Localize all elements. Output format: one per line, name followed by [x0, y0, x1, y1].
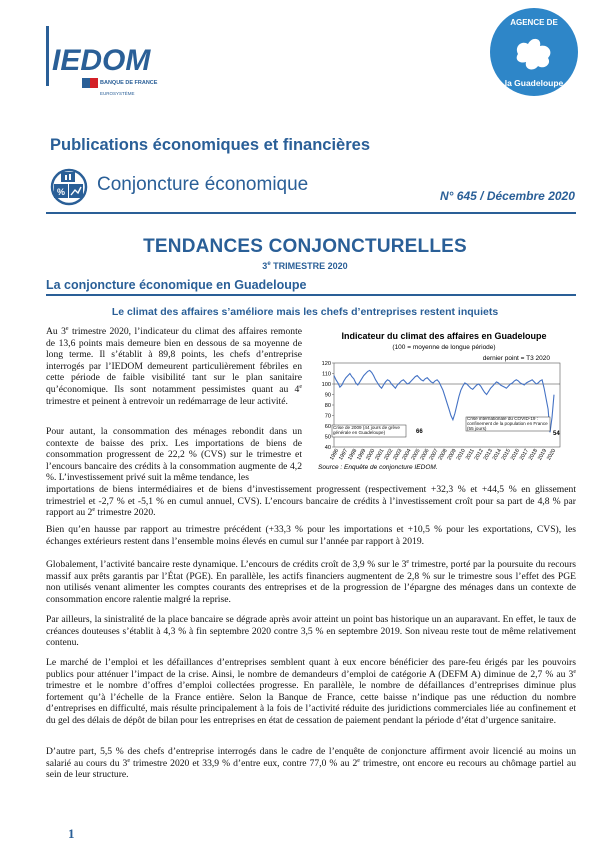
paragraph-3: Bien qu’en hausse par rapport au trimestre précédent (+33,3 % pour les importations et +10,5 % pour les exportations, CVS), les échanges extérieurs restent dans l’ensemble moins élevés en cumul sur l’année par rapport à 2019. — [46, 524, 576, 547]
x-tick-label: 1999 — [356, 448, 368, 462]
chart-subtitle: (100 = moyenne de longue période) — [392, 344, 496, 351]
issue-number: N° 645 / Décembre 2020 — [440, 189, 575, 203]
y-tick-label: 70 — [324, 413, 331, 420]
x-tick-label: 2000 — [365, 448, 377, 462]
annotation-value-covid: 54 — [553, 431, 560, 437]
agency-logo — [488, 6, 580, 98]
agency-top-text: AGENCE DE — [510, 18, 558, 27]
conjoncture-icon — [48, 166, 90, 208]
y-tick-label: 90 — [324, 392, 331, 399]
paragraph-5: Par ailleurs, la sinistralité de la place bancaire se dégrade après avoir atteint un point bas historique un an auparavant. En effet, le taux de créances douteuses s’établit à 4,3 % à fin septembre 2020 contre 3,5 % en septembre 2019. Son niveau reste tout de même relativement contenu. — [46, 614, 576, 649]
series-title: Conjoncture économique — [97, 174, 309, 195]
x-tick-label: 2017 — [518, 448, 531, 462]
paragraph-6: Le marché de l’emploi et les défaillances d’entreprises semblent quant à eux encore bénéficier des pare-feu érigés par les pouvoirs publics pour atténuer l’impact de la crise. Ainsi, le nombre de demandeurs d’emploi de catégorie A (DEFM A) diminue de 2,7 % au 3e trimestre et le nombre d’offres d’emploi collectées progresse. En parallèle, le nombre de défaillances d’entreprises diminue plus fortement qu’à l’échelle de la France entière. Selon la Banque de France, cette baisse n’indique pas une réduction du nombre d’entreprises en difficulté, mais résulte principalement à la fois de l’activité réduite des juridictions commerciales liée au confinement et du gel des délais de dépôt de bilan pour les entreprises en état de cessation de paiement pendant la période d’état d’urgence sanitaire. — [46, 657, 576, 726]
header-rule — [46, 212, 576, 214]
paragraph-7: D’autre part, 5,5 % des chefs d’entreprise interrogés dans le cadre de l’enquête de conjoncture affirment avoir licencié au moins un salarié au cours du 3e trimestre 2020 et 33,9 % d’entre eux, contre 77,0 % au 2e trimestre, ont encore eu recours au chômage partiel au sein de leur structure. — [46, 746, 576, 781]
paragraph-1: Au 3e trimestre 2020, l’indicateur du climat des affaires remonte de 13,6 points mais demeure bien en dessous de sa moyenne de long terme. Il s’établit à 89,8 points, les chefs d’entreprise interrogés par l’IEDOM demeurent particulièrement fébriles en cette période de faible visibilité tant sur le plan sanitaire qu’économique. Ils sont notamment pessimistes quant au 4e trimestre et peinent à entrevoir un redémarrage de leur activité. — [46, 325, 303, 407]
annotation-value-2009: 66 — [416, 429, 423, 435]
x-tick-label: 2007 — [428, 448, 440, 462]
x-tick-label: 2013 — [482, 448, 494, 462]
section-rule — [46, 294, 576, 296]
section-title: La conjoncture économique en Guadeloupe — [46, 278, 307, 292]
x-tick-label: 2019 — [536, 448, 549, 462]
business-climate-chart — [312, 329, 576, 471]
iedom-sub2-text: EUROSYSTÈME — [100, 91, 135, 96]
iedom-sub-text: BANQUE DE FRANCE — [100, 80, 158, 86]
x-tick-label: 2014 — [491, 448, 503, 462]
document-title: TENDANCES CONJONCTURELLES — [143, 236, 467, 257]
x-tick-label: 2016 — [509, 448, 522, 462]
page-number: 1 — [68, 826, 75, 841]
x-tick-label: 2001 — [374, 448, 386, 462]
svg-text:%: % — [56, 187, 66, 197]
y-tick-label: 80 — [324, 403, 331, 409]
annotation-covid: Crise internationale du COVID-19 : confinement de la population en France (55 jours) — [467, 417, 548, 431]
chart-source: Source : Enquête de conjoncture IEDOM. — [318, 464, 438, 471]
y-tick-label: 50 — [324, 434, 331, 441]
x-tick-label: 2004 — [401, 448, 413, 462]
x-tick-label: 2020 — [546, 448, 558, 462]
x-tick-label: 2002 — [383, 448, 395, 462]
chart-title: Indicateur du climat des affaires en Guadeloupe — [341, 331, 547, 341]
paragraph-2b: importations de biens intermédiaires et de biens d’investissement progressent (respectivement +32,3 % et +44,5 % en glissement trimestriel et -2,7 % et -5,1 % en cumul annuel, CVS). L’encours bancaire de crédits à l’investissement croît pour sa part de 4,8 % par rapport au 2e trimestre 2020. — [46, 484, 576, 519]
logo-bar — [46, 26, 49, 86]
publication-title: Publications économiques et financières — [50, 136, 371, 154]
annotation-2009: Crise de 2009 (44 jours de grève générale en Guadeloupe) — [333, 425, 400, 436]
lead-sentence: Le climat des affaires s’améliore mais les chefs d’entreprises restent inquiets — [111, 306, 499, 318]
x-tick-label: 2005 — [410, 448, 422, 462]
x-tick-label: 2008 — [437, 448, 449, 462]
y-tick-label: 100 — [321, 382, 331, 388]
document-subtitle: 3e TRIMESTRE 2020 — [262, 261, 348, 271]
logo-flag-red — [90, 78, 98, 88]
iedom-logo — [44, 22, 164, 102]
x-tick-label: 2018 — [527, 448, 540, 462]
x-tick-label: 2012 — [473, 448, 485, 462]
logo-flag-blue — [82, 78, 90, 88]
paragraph-4: Globalement, l’activité bancaire reste dynamique. L’encours de crédits croît de 3,9 % sur le 3e trimestre, porté par la poursuite du recours massif aux prêts garantis par l’État (PGE). En parallèle, les actifs financiers augmentent de 2,8 % sur le trimestre sous l’effet des PGE non utilisés venant alimenter les comptes courants des entreprises et de la progression de l’épargne des ménages dans un contexte de consommation encore ralentie malgré la reprise. — [46, 558, 577, 605]
x-tick-label: 1997 — [338, 448, 350, 462]
x-tick-label: 2003 — [392, 448, 404, 462]
y-tick-label: 120 — [321, 361, 331, 367]
x-tick-label: 2011 — [464, 448, 476, 462]
x-tick-label: 2015 — [500, 448, 513, 462]
y-tick-label: 60 — [324, 424, 331, 430]
x-tick-label: 2006 — [419, 448, 431, 462]
iedom-logo-text: IEDOM — [52, 44, 151, 77]
y-tick-label: 40 — [324, 445, 331, 451]
chart-last-point-label: dernier point = T3 2020 — [482, 355, 550, 362]
y-tick-label: 110 — [322, 371, 331, 378]
x-tick-label: 1996 — [329, 448, 341, 462]
x-tick-label: 2010 — [455, 448, 467, 462]
agency-bottom-text: la Guadeloupe — [504, 78, 564, 88]
x-tick-label: 1998 — [347, 448, 359, 462]
paragraph-2a: Pour autant, la consommation des ménages rebondit dans un contexte de baisse des prix. Les importations de biens de consommation progressent de 22,2 % (CVS) sur le trimestre et l’encours bancaire des crédits à la consommation augmente de 4,2 %. L’investissement privé suit la même tendance, les — [46, 426, 302, 484]
x-tick-label: 2009 — [446, 448, 458, 462]
